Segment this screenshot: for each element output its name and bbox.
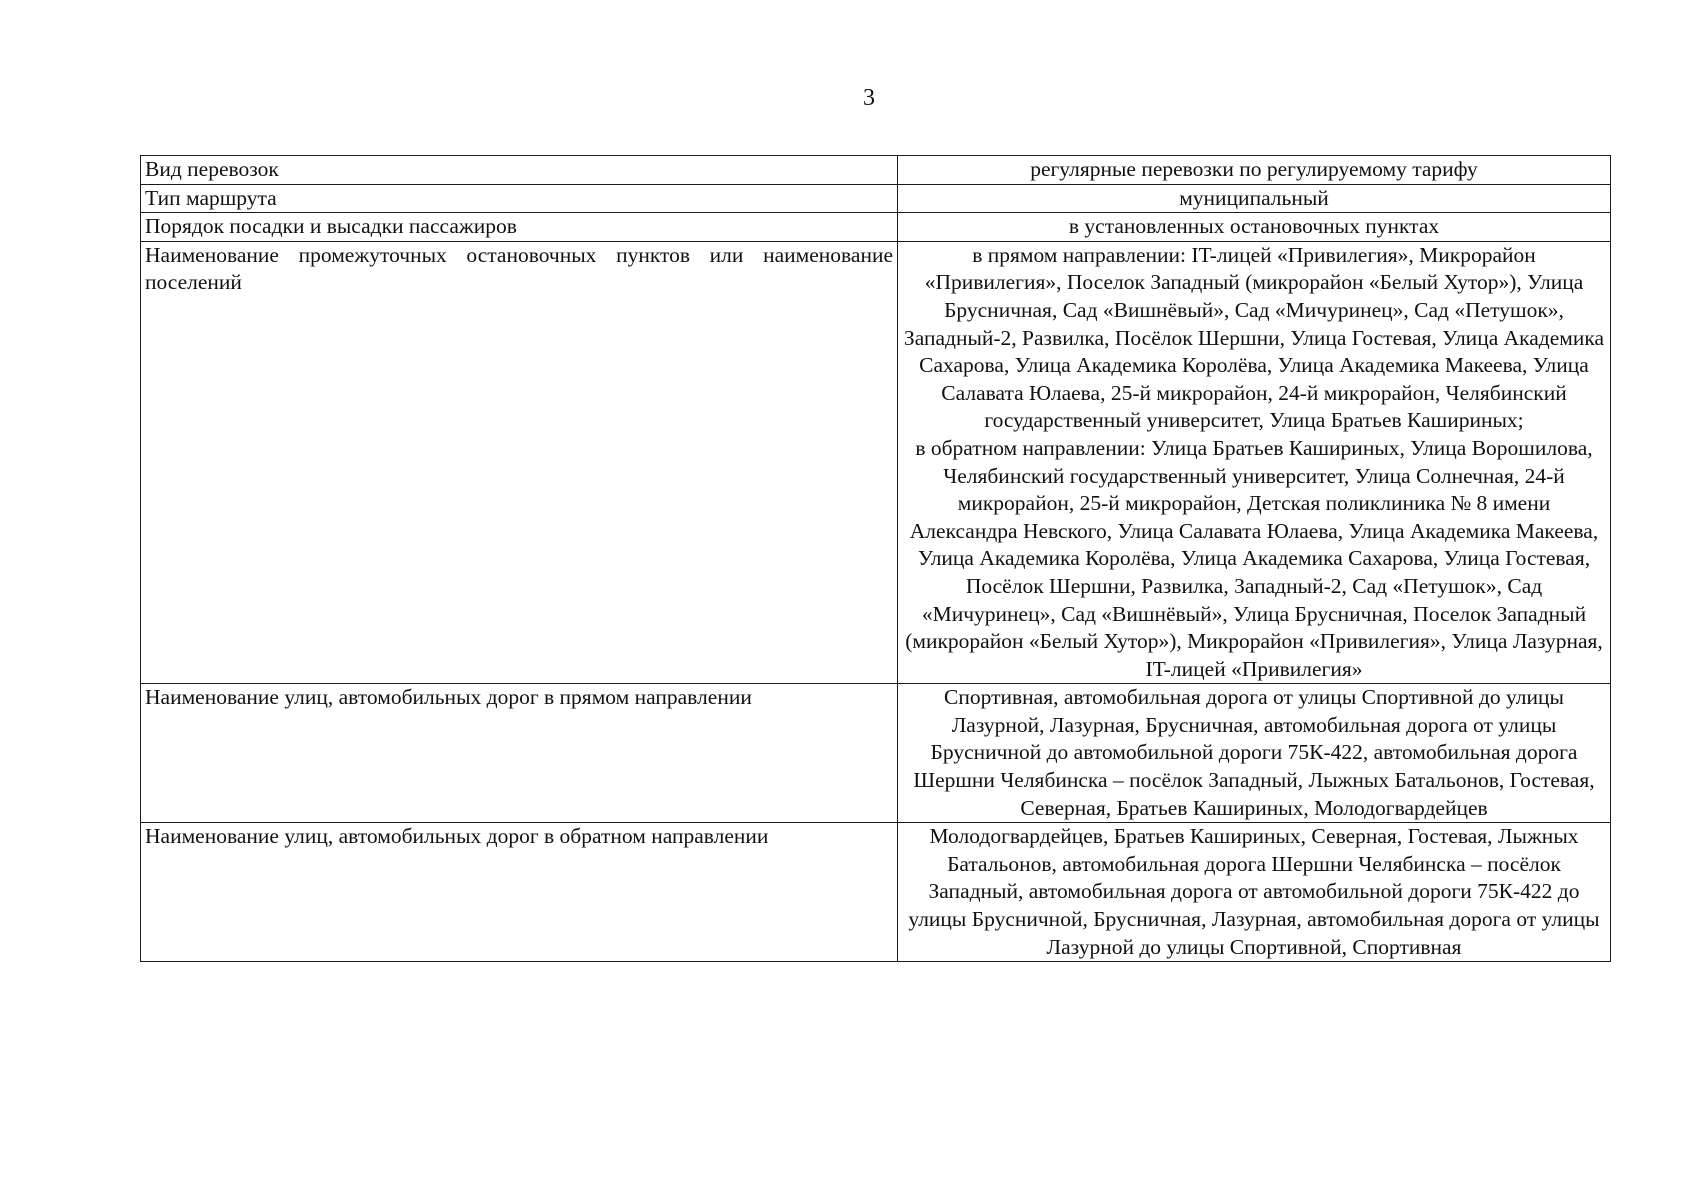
row-value-intermediate-stops [898,241,1611,684]
row-value-boarding-order: в установленных остановочных пунктах [898,213,1611,242]
row-label-intermediate-stops: Наименование промежуточных остановочных пунктов или наименование поселений [141,241,898,684]
row-label-transport-type: Вид перевозок [141,156,898,185]
row-label-boarding-order: Порядок посадки и высадки пассажиров [141,213,898,242]
row-label-streets-backward: Наименование улиц, автомобильных дорог в обратном направлении [141,823,898,962]
table-row-route-type [141,184,1611,213]
stops-backward-direction: в обратном направлении: Улица Братьев Кашириных, Улица Ворошилова, Челябинский государственный университет, Улица Солнечная, 24-й микрорайон, 25-й микрорайон, Детская поликлиника № 8 имени Александра Невского, Улица Салавата Юлаева, Улица Академика Макеева, Улица Академика Королёва, Улица Академика Сахарова, Улица Гостевая, Посёлок Шершни, Развилка, Западный-2, Сад «Петушок», Сад «Мичуринец», Сад «Вишнёвый», Улица Брусничная, Поселок Западный (микрорайон «Белый Хутор»), Микрорайон «Привилегия», Улица Лазурная, IT-лицей «Привилегия» [905,435,1603,681]
stops-forward-direction: в прямом направлении: IT-лицей «Привилегия», Микрорайон «Привилегия», Поселок Западный (микрорайон «Белый Хутор»), Улица Брусничная, Сад «Вишнёвый», Сад «Мичуринец», Сад «Петушок», Западный-2, Развилка, Посёлок Шершни, Улица Гостевая, Улица Академика Сахарова, Улица Академика Королёва, Улица Академика Макеева, Улица Салавата Юлаева, 25-й микрорайон, 24-й микрорайон, Челябинский государственный университет, Улица Братьев Кашириных; [903,242,1605,433]
row-label-streets-forward: Наименование улиц, автомобильных дорог в прямом направлении [141,684,898,823]
table-row-transport-type [141,156,1611,185]
table-row-streets-backward [141,823,1611,962]
table-row-streets-forward [141,684,1611,823]
row-value-streets-backward: Молодогвардейцев, Братьев Кашириных, Северная, Гостевая, Лыжных Батальонов, автомобильная дорога Шершни Челябинска – посёлок Западный, автомобильная дорога от автомобильной дороги 75К-422 до улицы Брусничной, Брусничная, Лазурная, автомобильная дорога от улицы Лазурной до улицы Спортивной, Спортивная [898,823,1611,962]
table-row-boarding-order [141,213,1611,242]
row-value-streets-forward: Спортивная, автомобильная дорога от улицы Спортивной до улицы Лазурной, Лазурная, Брусничная, автомобильная дорога от улицы Брусничной до автомобильной дороги 75К-422, автомобильная дорога Шершни Челябинска – посёлок Западный, Лыжных Батальонов, Гостевая, Северная, Братьев Кашириных, Молодогвардейцев [898,684,1611,823]
row-label-route-type: Тип маршрута [141,184,898,213]
page-number: 3 [863,85,875,111]
row-value-transport-type: регулярные перевозки по регулируемому тарифу [898,156,1611,185]
table-row-intermediate-stops [141,241,1611,684]
row-value-route-type: муниципальный [898,184,1611,213]
route-info-table [140,155,1611,962]
